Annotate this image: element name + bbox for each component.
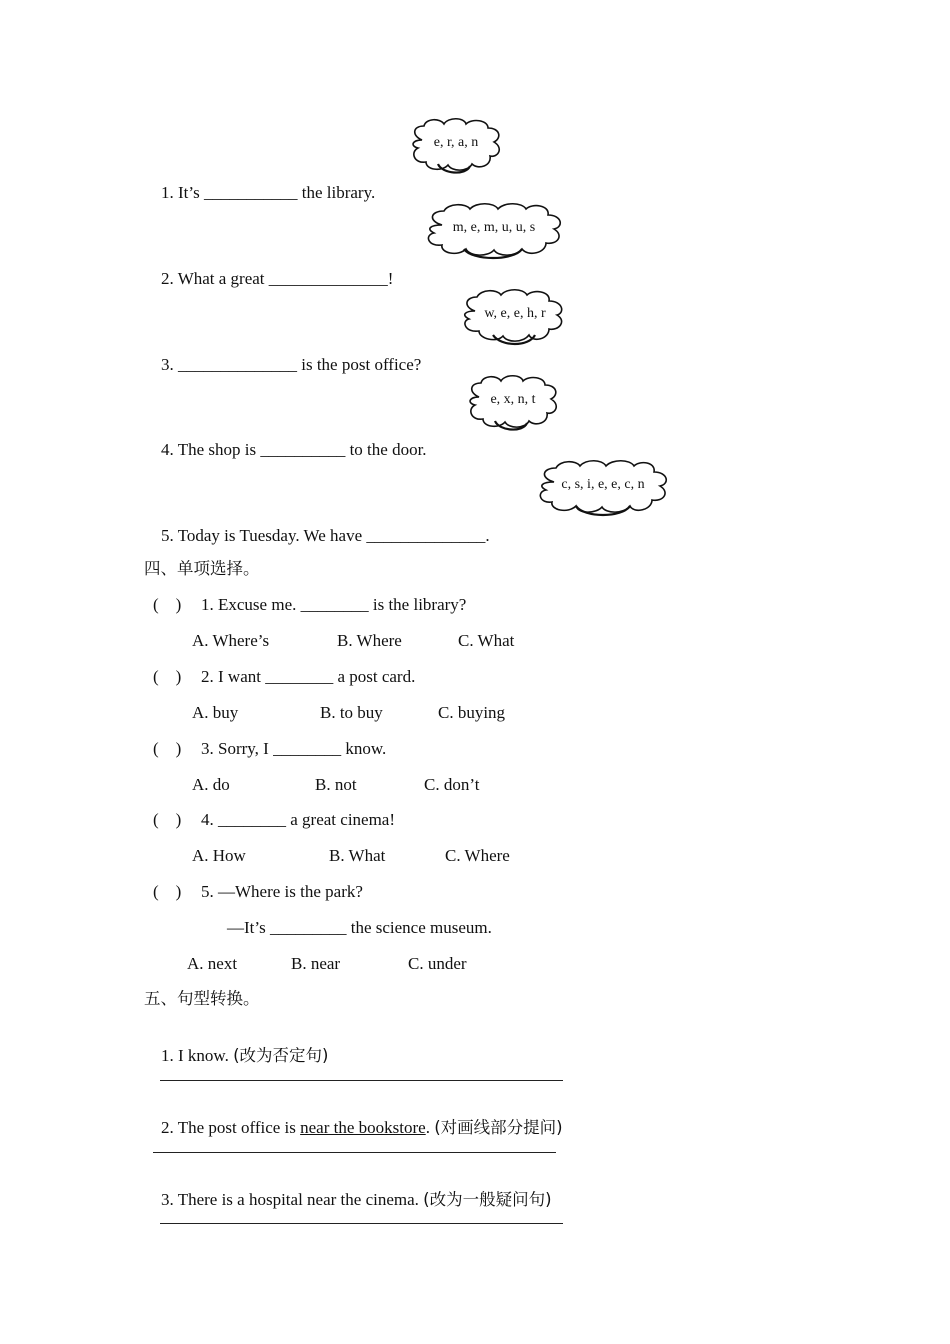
- fill-in-item-1: 1. It’s ___________ the library.: [161, 183, 376, 202]
- question-text: 2. I want ________ a post card.: [201, 667, 416, 686]
- option-b[interactable]: B. to buy: [320, 703, 383, 722]
- answer-line[interactable]: [160, 1223, 563, 1224]
- letter-cloud-1: [408, 118, 504, 178]
- answer-blank[interactable]: ______________: [268, 269, 388, 288]
- cloud-letters: w, e, e, h, r: [484, 306, 546, 321]
- cloud-letters: c, s, i, e, e, c, n: [561, 477, 645, 492]
- answer-line[interactable]: [153, 1152, 556, 1153]
- instruction-hint: (改为否定句): [233, 1046, 329, 1065]
- answer-paren[interactable]: ( ): [153, 667, 182, 686]
- option-c[interactable]: C. buying: [438, 703, 506, 722]
- transform-item-2: 2. The post office is near the bookstore. (对画线部分提问): [161, 1118, 563, 1137]
- instruction-hint: (对画线部分提问): [434, 1118, 563, 1137]
- fill-in-item-4: 4. The shop is __________ to the door.: [161, 440, 427, 459]
- answer-blank[interactable]: ______________: [178, 355, 297, 374]
- answer-paren[interactable]: ( ): [153, 810, 182, 829]
- fill-in-item-3: 3. ______________ is the post office?: [161, 355, 422, 374]
- instruction-hint: (改为一般疑问句): [423, 1190, 552, 1209]
- option-a[interactable]: A. How: [192, 846, 246, 865]
- fill-in-item-2: 2. What a great ______________!: [161, 269, 394, 288]
- answer-line[interactable]: [160, 1080, 563, 1081]
- cloud-letters: m, e, m, u, u, s: [452, 220, 536, 235]
- underlined-phrase: near the bookstore: [300, 1118, 426, 1137]
- option-a[interactable]: A. buy: [192, 703, 239, 722]
- question-text: 5. —Where is the park?: [201, 882, 363, 901]
- letter-cloud-5: [536, 460, 670, 520]
- option-a[interactable]: A. do: [192, 775, 230, 794]
- question-text: 4. ________ a great cinema!: [201, 810, 396, 829]
- answer-paren[interactable]: ( ): [153, 739, 182, 758]
- answer-blank[interactable]: ___________: [203, 183, 298, 202]
- cloud-letters: e, x, n, t: [490, 392, 536, 407]
- answer-paren[interactable]: ( ): [153, 595, 182, 614]
- option-b[interactable]: B. near: [291, 954, 341, 973]
- option-b[interactable]: B. not: [315, 775, 357, 794]
- transform-item-3: 3. There is a hospital near the cinema. (改为一般疑问句): [161, 1190, 552, 1209]
- option-a[interactable]: A. Where’s: [192, 631, 270, 650]
- option-a[interactable]: A. next: [187, 954, 238, 973]
- letter-cloud-2: [424, 203, 564, 263]
- option-c[interactable]: C. Where: [445, 846, 510, 865]
- option-b[interactable]: B. Where: [337, 631, 402, 650]
- answer-paren[interactable]: ( ): [153, 882, 182, 901]
- cloud-letters: e, r, a, n: [433, 135, 479, 150]
- transform-item-1: 1. I know. (改为否定句): [161, 1046, 329, 1065]
- option-c[interactable]: C. What: [458, 631, 515, 650]
- option-b[interactable]: B. What: [329, 846, 386, 865]
- fill-in-item-5: 5. Today is Tuesday. We have ______________.: [161, 526, 490, 545]
- question-text: 1. Excuse me. ________ is the library?: [201, 595, 467, 614]
- question-text-line2: —It’s _________ the science museum.: [227, 918, 492, 937]
- section-title: 五、句型转换。: [144, 989, 260, 1008]
- answer-blank[interactable]: __________: [260, 440, 346, 459]
- answer-blank[interactable]: ______________: [366, 526, 486, 545]
- question-text: 3. Sorry, I ________ know.: [201, 739, 387, 758]
- letter-cloud-4: [465, 375, 561, 435]
- option-c[interactable]: C. don’t: [424, 775, 480, 794]
- option-c[interactable]: C. under: [408, 954, 467, 973]
- letter-cloud-3: [459, 289, 571, 349]
- section-title: 四、单项选择。: [144, 559, 260, 578]
